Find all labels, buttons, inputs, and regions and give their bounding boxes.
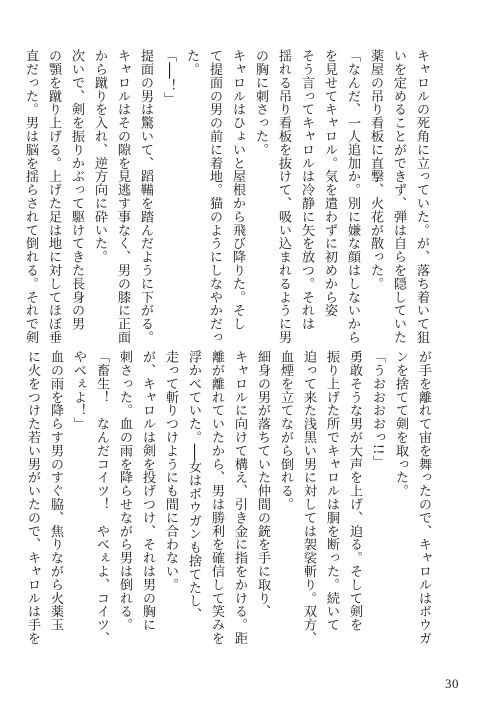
- text-line: キャロルに向けて構え、引き金に指をかける。距: [232, 350, 247, 645]
- text-line: が手を離れて宙を舞ったので、キャロルはボウガ: [416, 350, 431, 645]
- text-line: キャロルはひょいと屋根から飛び降りた。そし: [230, 49, 245, 331]
- text-line: 次いで、剣を振りかぶって駆けてきた長身の男: [69, 49, 84, 331]
- text-line: 薬屋の吊り看板に直撃、火花が散った。: [368, 49, 383, 291]
- text-line: の胸に刺さった。: [253, 49, 268, 157]
- text-line: そう言ってキャロルは冷静に矢を放つ。それは: [299, 49, 314, 331]
- text-line: 振り上げた所でキャロルは胴を断った。続いて: [324, 350, 339, 632]
- text-line: 「──！」: [161, 49, 176, 106]
- text-line: に火をつけた若い男がいたので、キャロルは手を: [25, 350, 40, 645]
- text-line: の顎を蹴り上げる。上げた足は地に対してほぼ垂: [46, 49, 61, 344]
- text-line: 「畜生！ なんだコイツ！ やべぇよ、コイツ、: [94, 350, 109, 645]
- lower-text-block: [21, 350, 435, 668]
- text-line: 迫って来た浅黒い男に対しては袈裟斬り。双方、: [301, 350, 316, 645]
- text-line: キャロルの死角に立っていた。が、落ち着いて狙: [414, 49, 429, 344]
- text-line: 血の雨を降らす男のすぐ脇、焦りながら火薬玉: [48, 350, 63, 632]
- text-line: 勇敢そうな男が大声を上げ、迫る。そして剣を: [347, 350, 362, 632]
- text-line: いを定めることができず、弾は自らを隠していた: [391, 49, 406, 344]
- text-line: ンを捨てて剣を取った。: [393, 350, 408, 498]
- text-line: を見せてキャロル。気を遣わずに初めから姿: [322, 49, 337, 317]
- upper-text-block: [19, 49, 433, 344]
- text-line: た。: [184, 49, 199, 76]
- text-line: 揺れる吊り看板を抜けて、吸い込まれるように男: [276, 49, 291, 344]
- text-line: キャロルはその隙を見逃す事なく、男の膝に正面: [115, 49, 130, 344]
- text-line: 「なんだ、一人追加か。別に嫌な顔はしないから: [345, 49, 360, 344]
- text-line: て提面の男の前に着地。猫のようにしなやかだっ: [207, 49, 222, 344]
- text-line: 「うおおおおっ!!」: [370, 350, 385, 469]
- text-line: 提面の男は驚いて、蹈鞴を踏んだように下がる。: [138, 49, 153, 344]
- text-line: 走って斬りつけようにも間に合わない。: [163, 350, 178, 592]
- text-line: やべぇよ！」: [71, 350, 86, 431]
- text-line: 細身の男が落ちていた仲間の銃を手に取り、: [255, 350, 270, 618]
- text-line: 刺さった。血の雨を降らせながら男は倒れる。: [117, 350, 132, 632]
- text-line: 離が離れていたから、男は勝利を確信して笑みを: [209, 350, 224, 645]
- text-line: が、キャロルは剣を投げつけ、それは男の胸に: [140, 350, 155, 632]
- text-line: 血煙を立てながら倒れる。: [278, 350, 293, 511]
- text-line: 浮かべていた。──女はボウガンも捨てたし、: [186, 350, 201, 621]
- page-number: 30: [445, 676, 459, 691]
- text-line: 直だった。男は脳を揺らされて倒れる。それで剣: [23, 49, 38, 344]
- text-line: から蹴りを入れ、逆方向に砕いた。: [92, 49, 107, 264]
